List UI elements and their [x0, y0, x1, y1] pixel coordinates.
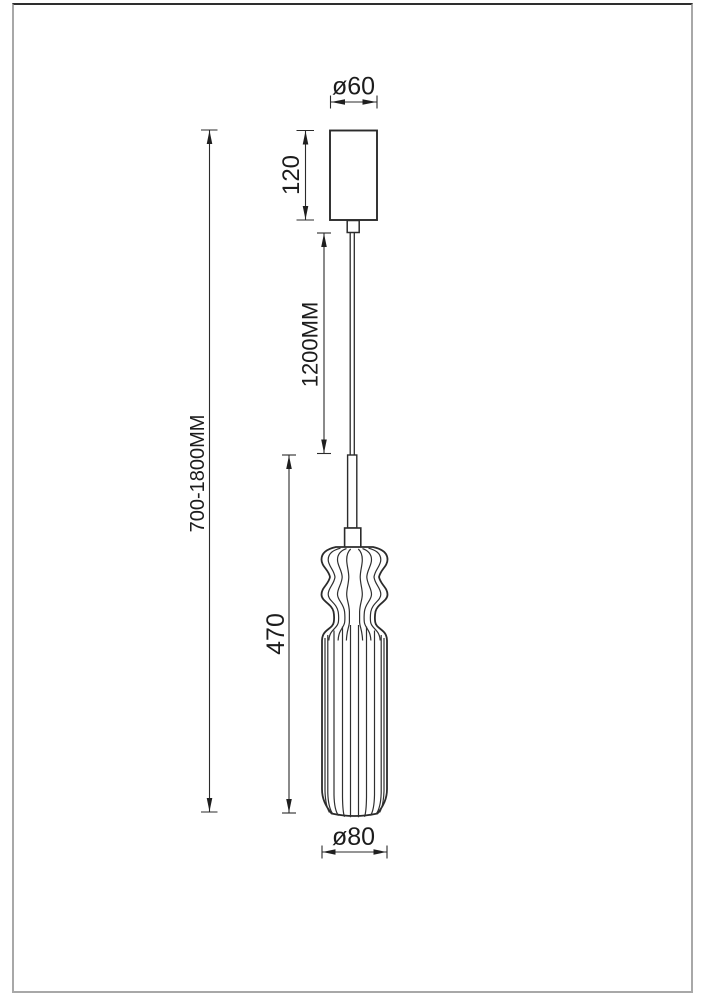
dimension-shade-height [262, 455, 296, 813]
canopy-rect [330, 131, 377, 221]
arrowhead-top [321, 234, 327, 248]
arrowhead-bottom [286, 799, 292, 813]
lamp-socket [345, 528, 361, 548]
canopy-height-label: 120 [278, 154, 305, 196]
shade-diameter-label: ø80 [331, 823, 376, 851]
overall-height-label: 700-1800MM [187, 414, 209, 533]
dimension-canopy-height [278, 131, 314, 221]
arrowhead-bottom [207, 798, 213, 812]
shade-height-label: 470 [262, 613, 290, 655]
arrowhead-right [374, 849, 387, 855]
cable-length-label: 1200MM [297, 301, 323, 388]
dimension-canopy-diameter [331, 73, 378, 109]
strain-relief [347, 221, 359, 233]
arrowhead-bottom [303, 206, 309, 220]
dimension-cable-length [298, 233, 332, 454]
pendant-lamp-figure [322, 131, 388, 818]
dimension-shade-diameter [322, 823, 387, 859]
arrowhead-bottom [321, 440, 327, 454]
suspension-cable [350, 233, 354, 456]
arrowhead-top [286, 456, 292, 470]
arrowhead-top [303, 131, 309, 145]
glass-shade-outline [322, 547, 388, 816]
canopy-diameter-label: ø60 [331, 72, 376, 101]
suspension-rod [348, 455, 357, 528]
arrowhead-top [207, 131, 213, 145]
dimension-overall-height [187, 130, 218, 812]
